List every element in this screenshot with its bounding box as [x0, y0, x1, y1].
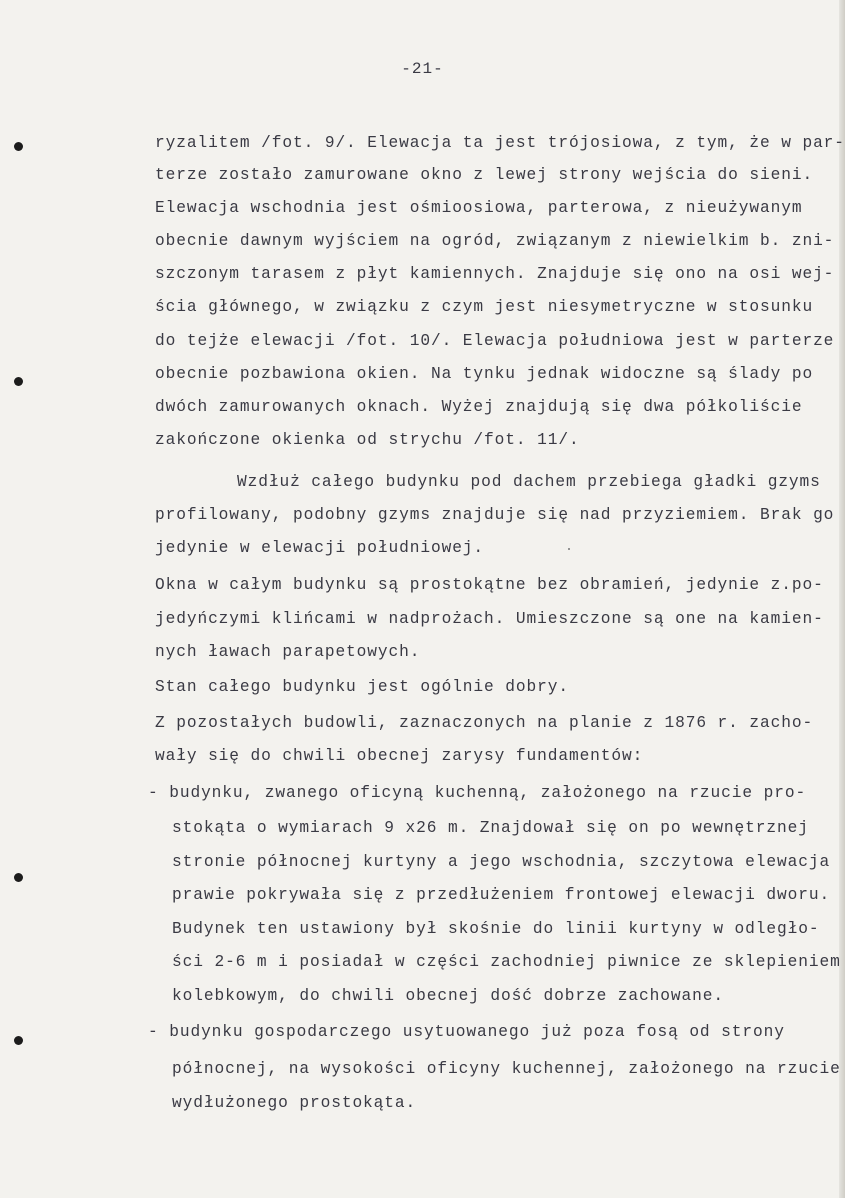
text-line: Wzdłuż całego budynku pod dachem przebiega gładki gzyms [237, 473, 821, 491]
text-line: północnej, na wysokości oficyny kuchennej, założonego na rzucie [172, 1060, 841, 1078]
punch-hole [14, 377, 23, 386]
text-line: Okna w całym budynku są prostokątne bez obramień, jedynie z.po- [155, 576, 824, 594]
text-line: wały się do chwili obecnej zarysy fundamentów: [155, 747, 644, 765]
page-number: -21- [401, 60, 444, 78]
text-line: stronie północnej kurtyny a jego wschodnia, szczytowa elewacja [172, 853, 831, 871]
text-line: - budynku gospodarczego usytuowanego już poza fosą od strony [148, 1023, 785, 1041]
punch-hole [14, 1036, 23, 1045]
text-line: szczonym tarasem z płyt kamiennych. Znajduje się ono na osi wej- [155, 265, 835, 283]
text-line: ści 2-6 m i posiadał w części zachodniej piwnice ze sklepieniem [172, 953, 841, 971]
text-line: jedynie w elewacji południowej. [155, 539, 485, 557]
text-line: wydłużonego prostokąta. [172, 1094, 417, 1112]
text-line: obecnie dawnym wyjściem na ogród, związanym z niewielkim b. zni- [155, 232, 835, 250]
text-line: profilowany, podobny gzyms znajduje się nad przyziemiem. Brak go [155, 506, 835, 524]
text-line: kolebkowym, do chwili obecnej dość dobrze zachowane. [172, 987, 724, 1005]
text-line: Elewacja wschodnia jest ośmioosiowa, parterowa, z nieużywanym [155, 199, 803, 217]
text-line: jedyńczymi klińcami w nadprożach. Umieszczone są one na kamien- [155, 610, 824, 628]
punch-hole [14, 873, 23, 882]
page-edge [839, 0, 845, 1198]
punch-hole [14, 142, 23, 151]
text-line: prawie pokrywała się z przedłużeniem frontowej elewacji dworu. [172, 886, 831, 904]
text-line: Budynek ten ustawiony był skośnie do linii kurtyny w odległo- [172, 920, 820, 938]
text-line: obecnie pozbawiona okien. Na tynku jednak widoczne są ślady po [155, 365, 814, 383]
text-line: ryzalitem /fot. 9/. Elewacja ta jest trójosiowa, z tym, że w par- [155, 134, 845, 152]
text-line: do tejże elewacji /fot. 10/. Elewacja południowa jest w parterze [155, 332, 835, 350]
text-line: stokąta o wymiarach 9 x26 m. Znajdował się on po wewnętrznej [172, 819, 809, 837]
text-line: dwóch zamurowanych oknach. Wyżej znajdują się dwa półkoliście [155, 398, 803, 416]
text-line: nych ławach parapetowych. [155, 643, 421, 661]
text-line: zakończone okienka od strychu /fot. 11/. [155, 431, 580, 449]
speck [568, 548, 570, 550]
text-line: ścia głównego, w związku z czym jest niesymetryczne w stosunku [155, 298, 814, 316]
text-line: Stan całego budynku jest ogólnie dobry. [155, 678, 569, 696]
text-line: terze zostało zamurowane okno z lewej strony wejścia do sieni. [155, 166, 814, 184]
text-line: - budynku, zwanego oficyną kuchenną, założonego na rzucie pro- [148, 784, 807, 802]
text-line: Z pozostałych budowli, zaznaczonych na planie z 1876 r. zacho- [155, 714, 814, 732]
